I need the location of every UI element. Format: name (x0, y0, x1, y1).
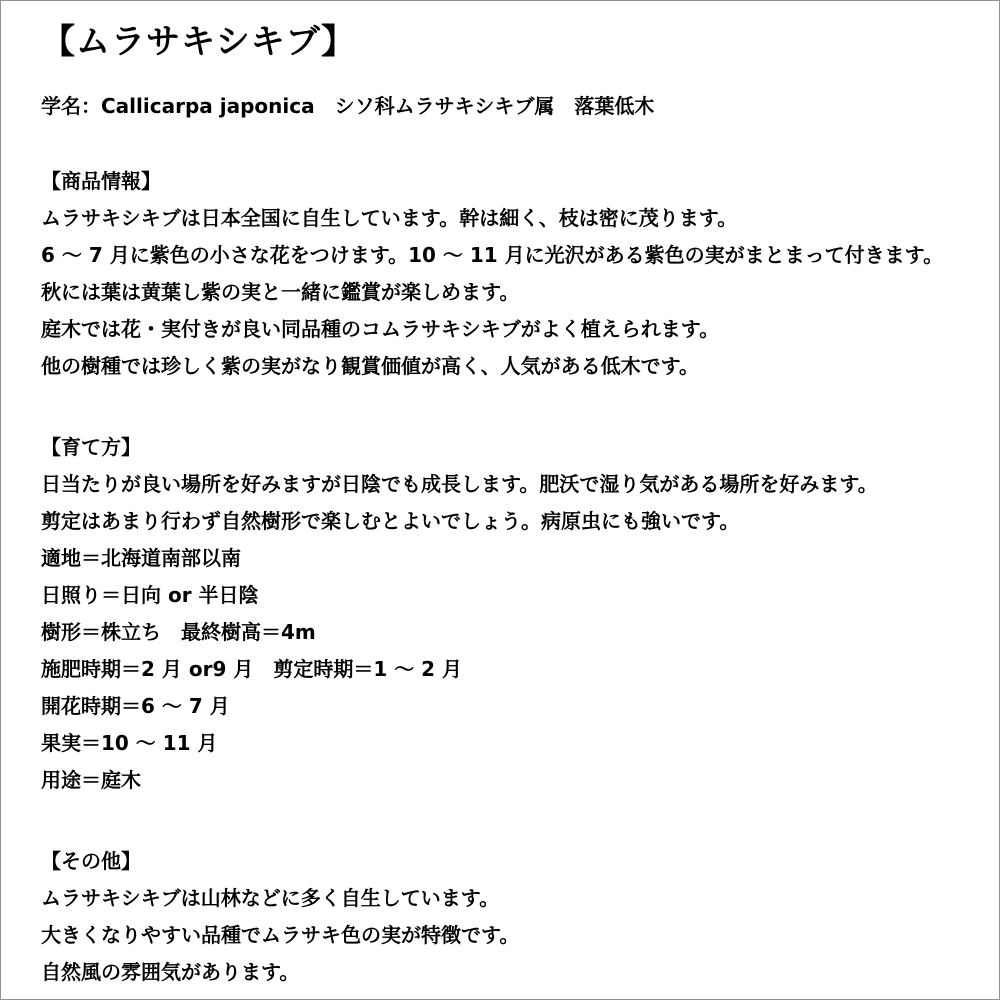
section-other (41, 843, 979, 991)
care-guide-line: 開花時期＝6 ～ 7 月 (41, 694, 230, 718)
scientific-name-line: 学名：Callicarpa japonica シソ科ムラサキシキブ属 落葉低木 (41, 94, 655, 118)
product-info-line: ムラサキシキブは日本全国に自生しています。幹は細く、枝は密に茂ります。 (41, 206, 738, 230)
page-content (1, 1, 999, 991)
section-care-guide (41, 429, 979, 799)
care-guide-line: 樹形＝株立ち 最終樹高＝4m (41, 620, 316, 644)
product-info-line: 秋には葉は黄葉し紫の実と一緒に鑑賞が楽しめます。 (41, 280, 520, 304)
other-line: 自然風の雰囲気があります。 (41, 960, 300, 984)
care-guide-line: 果実＝10 ～ 11 月 (41, 731, 218, 755)
other-line: 大きくなりやすい品種でムラサキ色の実が特徴です。 (41, 923, 520, 947)
care-guide-line: 適地＝北海道南部以南 (41, 546, 241, 570)
section-care-guide-heading: 【育て方】 (41, 435, 141, 459)
care-guide-line: 用途＝庭木 (41, 768, 141, 792)
section-product-info-heading: 【商品情報】 (41, 169, 161, 193)
other-line: ムラサキシキブは山林などに多く自生しています。 (41, 886, 500, 910)
section-other-heading: 【その他】 (41, 849, 141, 873)
product-info-line: 6 ～ 7 月に紫色の小さな花をつけます。10 ～ 11 月に光沢がある紫色の実がまとまって付きます。 (41, 243, 944, 267)
page-title: 【ムラサキシキブ】 (41, 22, 356, 62)
care-guide-line: 剪定はあまり行わず自然樹形で楽しむとよいでしょう。病原虫にも強いです。 (41, 509, 740, 533)
care-guide-line: 施肥時期＝2 月 or9 月 剪定時期＝1 ～ 2 月 (41, 657, 463, 681)
product-info-line: 他の樹種では珍しく紫の実がなり観賞価値が高く、人気がある低木です。 (41, 354, 699, 378)
product-info-line: 庭木では花・実付きが良い同品種のコムラサキシキブがよく植えられます。 (41, 317, 720, 341)
section-product-info (41, 163, 979, 385)
care-guide-line: 日照り＝日向 or 半日陰 (41, 583, 259, 607)
care-guide-line: 日当たりが良い場所を好みますが日陰でも成長します。肥沃で湿り気がある場所を好みます。 (41, 472, 878, 496)
